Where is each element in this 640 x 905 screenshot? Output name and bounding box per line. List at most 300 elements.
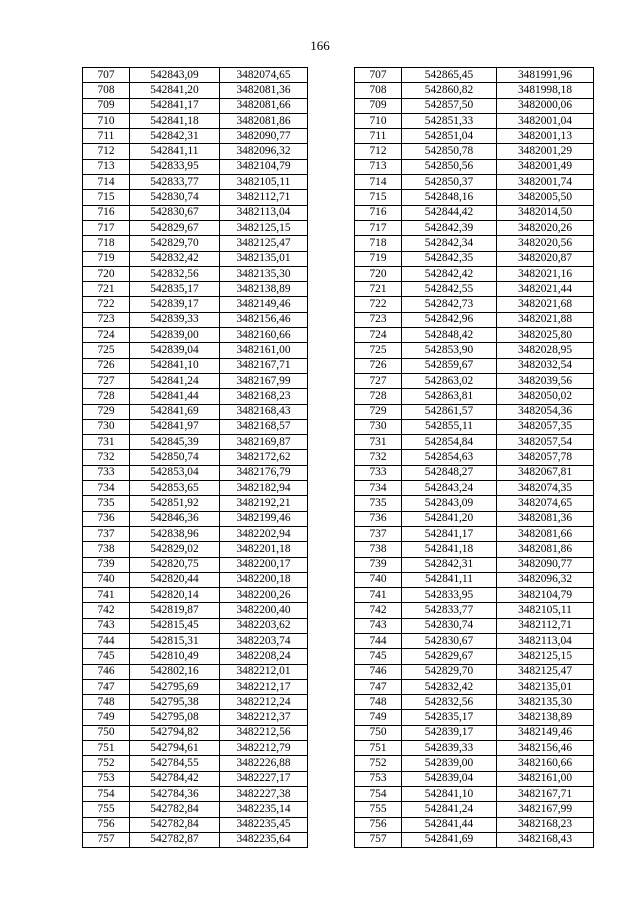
left-point-number: 735: [83, 496, 130, 511]
right-point-number: 721: [355, 282, 402, 297]
right-y-coordinate: 3482081,36: [497, 511, 594, 526]
right-y-coordinate: 3482074,35: [497, 481, 594, 496]
left-y-coordinate: 3482081,36: [220, 83, 308, 98]
right-y-coordinate: 3482074,65: [497, 496, 594, 511]
table-row: [83, 144, 594, 159]
left-x-coordinate: 542838,96: [130, 526, 220, 541]
right-x-coordinate: 542841,11: [402, 572, 497, 587]
left-x-coordinate: 542784,55: [130, 756, 220, 771]
left-x-coordinate: 542795,69: [130, 679, 220, 694]
right-x-coordinate: 542843,24: [402, 481, 497, 496]
left-x-coordinate: 542782,87: [130, 832, 220, 847]
column-gap: [308, 68, 355, 83]
left-x-coordinate: 542839,33: [130, 312, 220, 327]
left-x-coordinate: 542820,14: [130, 588, 220, 603]
left-y-coordinate: 3482135,01: [220, 251, 308, 266]
left-point-number: 743: [83, 618, 130, 633]
right-x-coordinate: 542841,20: [402, 511, 497, 526]
right-y-coordinate: 3482096,32: [497, 572, 594, 587]
left-y-coordinate: 3482227,17: [220, 771, 308, 786]
right-y-coordinate: 3482021,88: [497, 312, 594, 327]
right-x-coordinate: 542839,00: [402, 756, 497, 771]
left-x-coordinate: 542815,31: [130, 633, 220, 648]
table-row: [83, 297, 594, 312]
left-y-coordinate: 3482212,01: [220, 664, 308, 679]
right-x-coordinate: 542841,17: [402, 526, 497, 541]
right-x-coordinate: 542855,11: [402, 419, 497, 434]
right-y-coordinate: 3482081,86: [497, 542, 594, 557]
right-x-coordinate: 542841,69: [402, 832, 497, 847]
left-point-number: 713: [83, 159, 130, 174]
left-point-number: 708: [83, 83, 130, 98]
column-gap: [308, 572, 355, 587]
left-y-coordinate: 3482156,46: [220, 312, 308, 327]
right-y-coordinate: 3482001,49: [497, 159, 594, 174]
left-y-coordinate: 3482203,74: [220, 633, 308, 648]
table-row: [83, 328, 594, 343]
left-y-coordinate: 3482235,64: [220, 832, 308, 847]
left-point-number: 752: [83, 756, 130, 771]
table-row: [83, 389, 594, 404]
right-x-coordinate: 542842,34: [402, 236, 497, 251]
table-row: [83, 129, 594, 144]
coordinates-table-body: [83, 68, 594, 848]
right-point-number: 719: [355, 251, 402, 266]
right-x-coordinate: 542860,82: [402, 83, 497, 98]
table-row: [83, 496, 594, 511]
right-point-number: 715: [355, 190, 402, 205]
table-row: [83, 588, 594, 603]
right-point-number: 729: [355, 404, 402, 419]
right-point-number: 755: [355, 802, 402, 817]
right-y-coordinate: 3482032,54: [497, 358, 594, 373]
left-y-coordinate: 3482172,62: [220, 450, 308, 465]
left-point-number: 755: [83, 802, 130, 817]
column-gap: [308, 144, 355, 159]
column-gap: [308, 113, 355, 128]
left-y-coordinate: 3482138,89: [220, 282, 308, 297]
right-x-coordinate: 542829,70: [402, 664, 497, 679]
column-gap: [308, 618, 355, 633]
right-x-coordinate: 542863,02: [402, 373, 497, 388]
left-y-coordinate: 3482125,15: [220, 220, 308, 235]
column-gap: [308, 190, 355, 205]
left-y-coordinate: 3482161,00: [220, 343, 308, 358]
right-x-coordinate: 542832,56: [402, 695, 497, 710]
column-gap: [308, 511, 355, 526]
left-x-coordinate: 542820,44: [130, 572, 220, 587]
right-point-number: 707: [355, 68, 402, 83]
left-point-number: 729: [83, 404, 130, 419]
right-point-number: 739: [355, 557, 402, 572]
right-x-coordinate: 542830,67: [402, 633, 497, 648]
right-point-number: 752: [355, 756, 402, 771]
table-row: [83, 450, 594, 465]
left-point-number: 707: [83, 68, 130, 83]
table-row: [83, 710, 594, 725]
right-y-coordinate: 3482090,77: [497, 557, 594, 572]
left-y-coordinate: 3482104,79: [220, 159, 308, 174]
column-gap: [308, 664, 355, 679]
left-y-coordinate: 3482200,17: [220, 557, 308, 572]
left-point-number: 749: [83, 710, 130, 725]
left-y-coordinate: 3482235,14: [220, 802, 308, 817]
right-y-coordinate: 3482167,71: [497, 786, 594, 801]
right-y-coordinate: 3482067,81: [497, 465, 594, 480]
table-row: [83, 832, 594, 847]
right-point-number: 734: [355, 481, 402, 496]
table-row: [83, 511, 594, 526]
left-point-number: 742: [83, 603, 130, 618]
right-point-number: 733: [355, 465, 402, 480]
left-y-coordinate: 3482169,87: [220, 435, 308, 450]
right-y-coordinate: 3482001,74: [497, 175, 594, 190]
left-point-number: 733: [83, 465, 130, 480]
table-row: [83, 358, 594, 373]
column-gap: [308, 373, 355, 388]
table-row: [83, 633, 594, 648]
column-gap: [308, 328, 355, 343]
page-number: 166: [310, 38, 330, 53]
left-y-coordinate: 3482112,71: [220, 190, 308, 205]
left-point-number: 748: [83, 695, 130, 710]
left-x-coordinate: 542839,17: [130, 297, 220, 312]
right-point-number: 728: [355, 389, 402, 404]
left-y-coordinate: 3482168,23: [220, 389, 308, 404]
right-y-coordinate: 3482000,06: [497, 98, 594, 113]
right-point-number: 741: [355, 588, 402, 603]
left-point-number: 731: [83, 435, 130, 450]
right-x-coordinate: 542844,42: [402, 205, 497, 220]
left-y-coordinate: 3482149,46: [220, 297, 308, 312]
left-y-coordinate: 3482167,99: [220, 373, 308, 388]
right-x-coordinate: 542850,78: [402, 144, 497, 159]
left-x-coordinate: 542795,08: [130, 710, 220, 725]
right-y-coordinate: 3482125,15: [497, 649, 594, 664]
left-x-coordinate: 542835,17: [130, 282, 220, 297]
left-y-coordinate: 3482081,66: [220, 98, 308, 113]
right-point-number: 732: [355, 450, 402, 465]
left-y-coordinate: 3482227,38: [220, 786, 308, 801]
left-point-number: 724: [83, 328, 130, 343]
right-y-coordinate: 3482112,71: [497, 618, 594, 633]
column-gap: [308, 435, 355, 450]
right-point-number: 753: [355, 771, 402, 786]
column-gap: [308, 481, 355, 496]
coordinates-table: [82, 67, 594, 848]
right-point-number: 727: [355, 373, 402, 388]
table-row: [83, 266, 594, 281]
right-y-coordinate: 3482081,66: [497, 526, 594, 541]
right-x-coordinate: 542839,17: [402, 725, 497, 740]
left-x-coordinate: 542794,82: [130, 725, 220, 740]
left-point-number: 740: [83, 572, 130, 587]
right-x-coordinate: 542833,77: [402, 603, 497, 618]
left-point-number: 747: [83, 679, 130, 694]
left-point-number: 718: [83, 236, 130, 251]
right-point-number: 731: [355, 435, 402, 450]
right-point-number: 744: [355, 633, 402, 648]
right-x-coordinate: 542857,50: [402, 98, 497, 113]
left-point-number: 723: [83, 312, 130, 327]
left-x-coordinate: 542841,44: [130, 389, 220, 404]
right-y-coordinate: 3482156,46: [497, 741, 594, 756]
right-x-coordinate: 542841,24: [402, 802, 497, 817]
right-y-coordinate: 3482021,68: [497, 297, 594, 312]
left-y-coordinate: 3482096,32: [220, 144, 308, 159]
table-row: [83, 190, 594, 205]
right-point-number: 750: [355, 725, 402, 740]
right-x-coordinate: 542843,09: [402, 496, 497, 511]
right-point-number: 756: [355, 817, 402, 832]
right-y-coordinate: 3482014,50: [497, 205, 594, 220]
left-y-coordinate: 3482192,21: [220, 496, 308, 511]
left-y-coordinate: 3482226,88: [220, 756, 308, 771]
table-row: [83, 159, 594, 174]
table-row: [83, 618, 594, 633]
left-x-coordinate: 542841,17: [130, 98, 220, 113]
table-row: [83, 542, 594, 557]
right-y-coordinate: 3482039,56: [497, 373, 594, 388]
right-y-coordinate: 3482028,95: [497, 343, 594, 358]
column-gap: [308, 404, 355, 419]
left-point-number: 715: [83, 190, 130, 205]
right-point-number: 708: [355, 83, 402, 98]
right-y-coordinate: 3482138,89: [497, 710, 594, 725]
right-y-coordinate: 3482125,47: [497, 664, 594, 679]
column-gap: [308, 251, 355, 266]
left-x-coordinate: 542851,92: [130, 496, 220, 511]
left-x-coordinate: 542794,61: [130, 741, 220, 756]
table-row: [83, 679, 594, 694]
right-point-number: 714: [355, 175, 402, 190]
left-x-coordinate: 542833,77: [130, 175, 220, 190]
left-y-coordinate: 3482168,57: [220, 419, 308, 434]
left-x-coordinate: 542782,84: [130, 802, 220, 817]
right-point-number: 726: [355, 358, 402, 373]
table-row: [83, 373, 594, 388]
left-x-coordinate: 542839,04: [130, 343, 220, 358]
table-row: [83, 725, 594, 740]
left-y-coordinate: 3482201,18: [220, 542, 308, 557]
right-x-coordinate: 542848,42: [402, 328, 497, 343]
right-x-coordinate: 542853,90: [402, 343, 497, 358]
table-row: [83, 236, 594, 251]
left-y-coordinate: 3482200,40: [220, 603, 308, 618]
right-y-coordinate: 3482160,66: [497, 756, 594, 771]
right-y-coordinate: 3482057,35: [497, 419, 594, 434]
left-x-coordinate: 542845,39: [130, 435, 220, 450]
table-row: [83, 695, 594, 710]
right-x-coordinate: 542848,16: [402, 190, 497, 205]
right-y-coordinate: 3482020,87: [497, 251, 594, 266]
left-x-coordinate: 542843,09: [130, 68, 220, 83]
right-point-number: 743: [355, 618, 402, 633]
left-x-coordinate: 542841,97: [130, 419, 220, 434]
left-point-number: 737: [83, 526, 130, 541]
left-y-coordinate: 3482203,62: [220, 618, 308, 633]
right-x-coordinate: 542842,39: [402, 220, 497, 235]
right-point-number: 716: [355, 205, 402, 220]
right-x-coordinate: 542829,67: [402, 649, 497, 664]
table-row: [83, 404, 594, 419]
left-point-number: 753: [83, 771, 130, 786]
column-gap: [308, 695, 355, 710]
left-x-coordinate: 542842,31: [130, 129, 220, 144]
right-x-coordinate: 542841,10: [402, 786, 497, 801]
left-point-number: 734: [83, 481, 130, 496]
left-point-number: 736: [83, 511, 130, 526]
right-point-number: 717: [355, 220, 402, 235]
right-y-coordinate: 3482020,56: [497, 236, 594, 251]
right-y-coordinate: 3482161,00: [497, 771, 594, 786]
table-row: [83, 251, 594, 266]
right-point-number: 730: [355, 419, 402, 434]
column-gap: [308, 312, 355, 327]
column-gap: [308, 588, 355, 603]
column-gap: [308, 83, 355, 98]
right-point-number: 737: [355, 526, 402, 541]
right-y-coordinate: 3482057,78: [497, 450, 594, 465]
left-point-number: 712: [83, 144, 130, 159]
right-point-number: 736: [355, 511, 402, 526]
column-gap: [308, 526, 355, 541]
left-x-coordinate: 542850,74: [130, 450, 220, 465]
left-x-coordinate: 542833,95: [130, 159, 220, 174]
left-point-number: 710: [83, 113, 130, 128]
left-point-number: 744: [83, 633, 130, 648]
left-y-coordinate: 3482212,37: [220, 710, 308, 725]
right-point-number: 751: [355, 741, 402, 756]
right-y-coordinate: 3481998,18: [497, 83, 594, 98]
right-y-coordinate: 3481991,96: [497, 68, 594, 83]
right-y-coordinate: 3482167,99: [497, 802, 594, 817]
table-row: [83, 664, 594, 679]
right-y-coordinate: 3482050,02: [497, 389, 594, 404]
column-gap: [308, 557, 355, 572]
right-x-coordinate: 542839,33: [402, 741, 497, 756]
right-point-number: 725: [355, 343, 402, 358]
left-x-coordinate: 542841,10: [130, 358, 220, 373]
right-y-coordinate: 3482057,54: [497, 435, 594, 450]
column-gap: [308, 633, 355, 648]
right-y-coordinate: 3482168,23: [497, 817, 594, 832]
right-x-coordinate: 542861,57: [402, 404, 497, 419]
column-gap: [308, 98, 355, 113]
left-y-coordinate: 3482105,11: [220, 175, 308, 190]
left-point-number: 722: [83, 297, 130, 312]
left-y-coordinate: 3482200,26: [220, 588, 308, 603]
table-row: [83, 205, 594, 220]
left-y-coordinate: 3482135,30: [220, 266, 308, 281]
right-x-coordinate: 542835,17: [402, 710, 497, 725]
left-x-coordinate: 542784,42: [130, 771, 220, 786]
right-x-coordinate: 542848,27: [402, 465, 497, 480]
right-point-number: 748: [355, 695, 402, 710]
left-x-coordinate: 542819,87: [130, 603, 220, 618]
right-point-number: 722: [355, 297, 402, 312]
left-y-coordinate: 3482074,65: [220, 68, 308, 83]
right-y-coordinate: 3482054,36: [497, 404, 594, 419]
right-point-number: 711: [355, 129, 402, 144]
left-y-coordinate: 3482160,66: [220, 328, 308, 343]
left-x-coordinate: 542829,70: [130, 236, 220, 251]
right-point-number: 712: [355, 144, 402, 159]
right-x-coordinate: 542854,63: [402, 450, 497, 465]
right-point-number: 735: [355, 496, 402, 511]
table-row: [83, 526, 594, 541]
column-gap: [308, 741, 355, 756]
right-y-coordinate: 3482113,04: [497, 633, 594, 648]
right-y-coordinate: 3482020,26: [497, 220, 594, 235]
left-point-number: 709: [83, 98, 130, 113]
left-x-coordinate: 542830,74: [130, 190, 220, 205]
table-row: [83, 557, 594, 572]
left-y-coordinate: 3482090,77: [220, 129, 308, 144]
right-x-coordinate: 542859,67: [402, 358, 497, 373]
column-gap: [308, 389, 355, 404]
left-point-number: 726: [83, 358, 130, 373]
column-gap: [308, 175, 355, 190]
table-row: [83, 419, 594, 434]
left-x-coordinate: 542841,24: [130, 373, 220, 388]
column-gap: [308, 129, 355, 144]
right-point-number: 713: [355, 159, 402, 174]
left-point-number: 717: [83, 220, 130, 235]
left-x-coordinate: 542810,49: [130, 649, 220, 664]
right-x-coordinate: 542851,33: [402, 113, 497, 128]
table-row: [83, 572, 594, 587]
right-x-coordinate: 542842,73: [402, 297, 497, 312]
right-point-number: 757: [355, 832, 402, 847]
left-point-number: 741: [83, 588, 130, 603]
right-y-coordinate: 3482149,46: [497, 725, 594, 740]
column-gap: [308, 725, 355, 740]
left-y-coordinate: 3482208,24: [220, 649, 308, 664]
left-point-number: 746: [83, 664, 130, 679]
right-point-number: 718: [355, 236, 402, 251]
left-point-number: 754: [83, 786, 130, 801]
right-point-number: 747: [355, 679, 402, 694]
left-x-coordinate: 542853,04: [130, 465, 220, 480]
left-x-coordinate: 542832,42: [130, 251, 220, 266]
right-point-number: 740: [355, 572, 402, 587]
right-x-coordinate: 542841,44: [402, 817, 497, 832]
table-row: [83, 68, 594, 83]
right-y-coordinate: 3482135,30: [497, 695, 594, 710]
table-row: [83, 113, 594, 128]
left-x-coordinate: 542802,16: [130, 664, 220, 679]
right-y-coordinate: 3482001,04: [497, 113, 594, 128]
left-y-coordinate: 3482202,94: [220, 526, 308, 541]
table-row: [83, 741, 594, 756]
right-x-coordinate: 542842,35: [402, 251, 497, 266]
table-row: [83, 465, 594, 480]
table-row: [83, 802, 594, 817]
left-point-number: 716: [83, 205, 130, 220]
left-y-coordinate: 3482199,46: [220, 511, 308, 526]
column-gap: [308, 358, 355, 373]
column-gap: [308, 496, 355, 511]
column-gap: [308, 465, 355, 480]
left-point-number: 714: [83, 175, 130, 190]
left-point-number: 725: [83, 343, 130, 358]
left-point-number: 721: [83, 282, 130, 297]
left-y-coordinate: 3482182,94: [220, 481, 308, 496]
right-x-coordinate: 542850,37: [402, 175, 497, 190]
left-x-coordinate: 542829,67: [130, 220, 220, 235]
left-x-coordinate: 542815,45: [130, 618, 220, 633]
